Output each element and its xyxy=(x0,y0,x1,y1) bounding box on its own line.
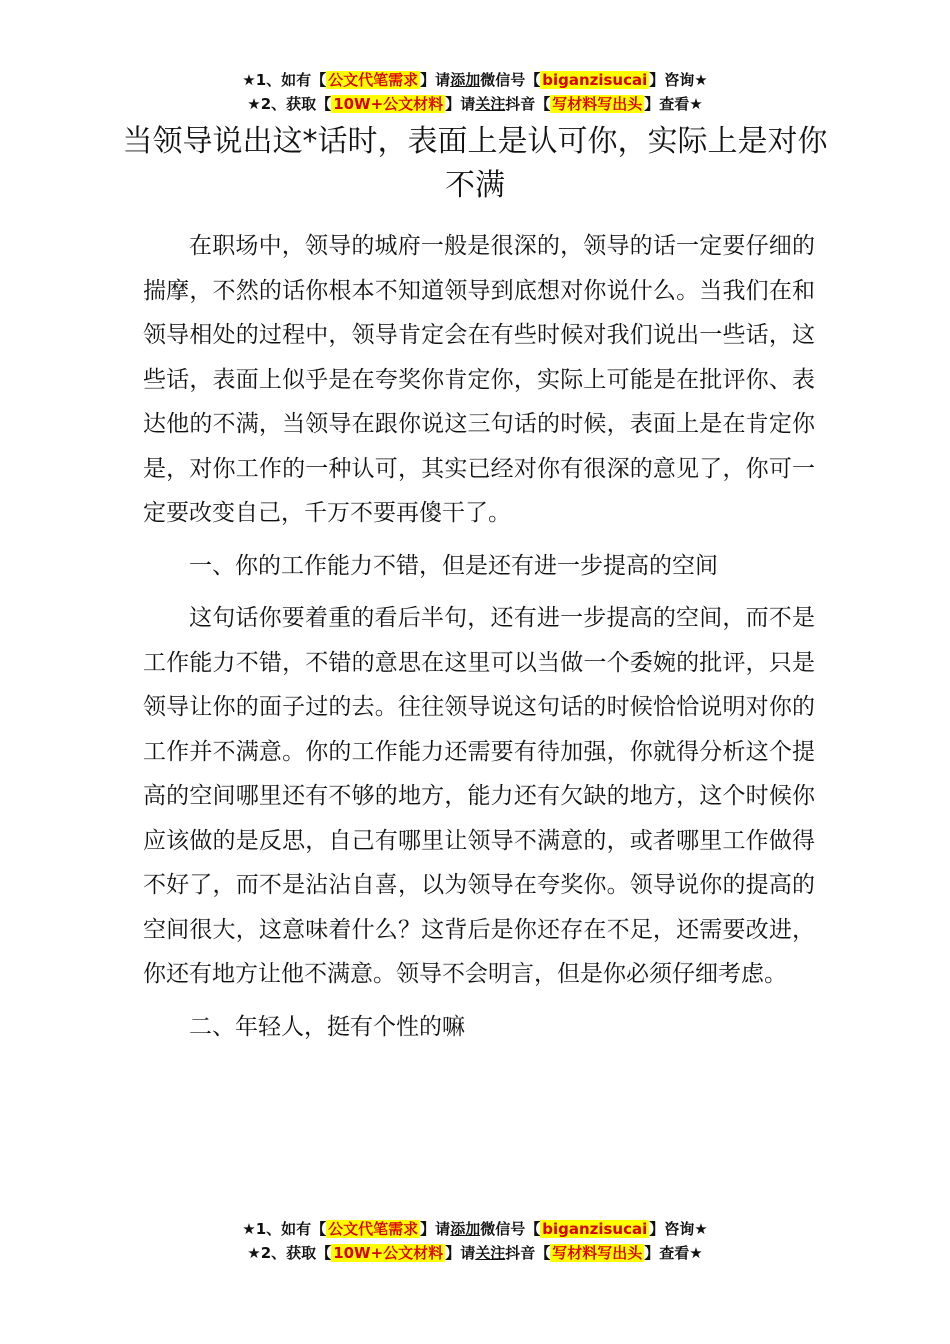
footer-banner xyxy=(0,1217,950,1265)
highlight-service: 公文代笔需求 xyxy=(328,1220,419,1238)
section-heading-1: 一、你的工作能力不错，但是还有进一步提高的空间 xyxy=(189,552,718,579)
banner-line-1: ★1、如有【 公文代笔需求 】请添加微信号【 biganzisucai 】咨询★ xyxy=(242,71,708,89)
section-1-paragraph: 这句话你要着重的看后半句，还有进一步提高的空间，而不是工作能力不错，不错的意思在这里可以当做一个委婉的批评，只是领导让你的面子过的去。往往领导说这句话的时候恰恰说明对你的工作并不满意。你的工作能力还需要有待加强，你就得分析这个提高的空间哪里还有不够的地方，能力还有欠缺的地方，这个时候你应该做的是反思，自己有哪里让领导不满意的，或者哪里工作做得不好了，而不是沾沾自喜，以为领导在夸奖你。领导说你的提高的空间很大，这意味着什么？这背后是你还存在不足，还需要改进，你还有地方让他不满意。领导不会明言，但是你必须仔细考虑。 xyxy=(143,605,815,987)
document-body xyxy=(143,224,815,1049)
highlight-service: 公文代笔需求 xyxy=(328,71,419,89)
banner-line-2: ★2、获取【 10W+公文材料 】请关注抖音【 写材料写出头 】查看★ xyxy=(247,1244,703,1262)
highlight-wechat-id: biganzisucai xyxy=(542,1220,648,1238)
intro-paragraph: 在职场中，领导的城府一般是很深的，领导的话一定要仔细的揣摩，不然的话你根本不知道领导到底想对你说什么。当我们在和领导相处的过程中，领导肯定会在有些时候对我们说出一些话，这些话，表面上似乎是在夸奖你肯定你，实际上可能是在批评你、表达他的不满，当领导在跟你说这三句话的时候，表面上是在肯定你是，对你工作的一种认可，其实已经对你有很深的意见了，你可一定要改变自己，千万不要再傻干了。 xyxy=(143,233,815,526)
header-banner xyxy=(0,68,950,116)
document-title: 当领导说出这*话时，表面上是认可你，实际上是对你不满 xyxy=(122,124,828,203)
highlight-douyin: 写材料写出头 xyxy=(552,95,643,113)
highlight-douyin: 写材料写出头 xyxy=(552,1244,643,1262)
section-heading-2: 二、年轻人，挺有个性的嘛 xyxy=(189,1013,465,1040)
banner-line-2: ★2、获取【 10W+公文材料 】请关注抖音【 写材料写出头 】查看★ xyxy=(247,95,703,113)
highlight-materials: 10W+公文材料 xyxy=(333,1244,444,1262)
banner-line-1: ★1、如有【 公文代笔需求 】请添加微信号【 biganzisucai 】咨询★ xyxy=(242,1220,708,1238)
highlight-materials: 10W+公文材料 xyxy=(333,95,444,113)
highlight-wechat-id: biganzisucai xyxy=(542,71,648,89)
